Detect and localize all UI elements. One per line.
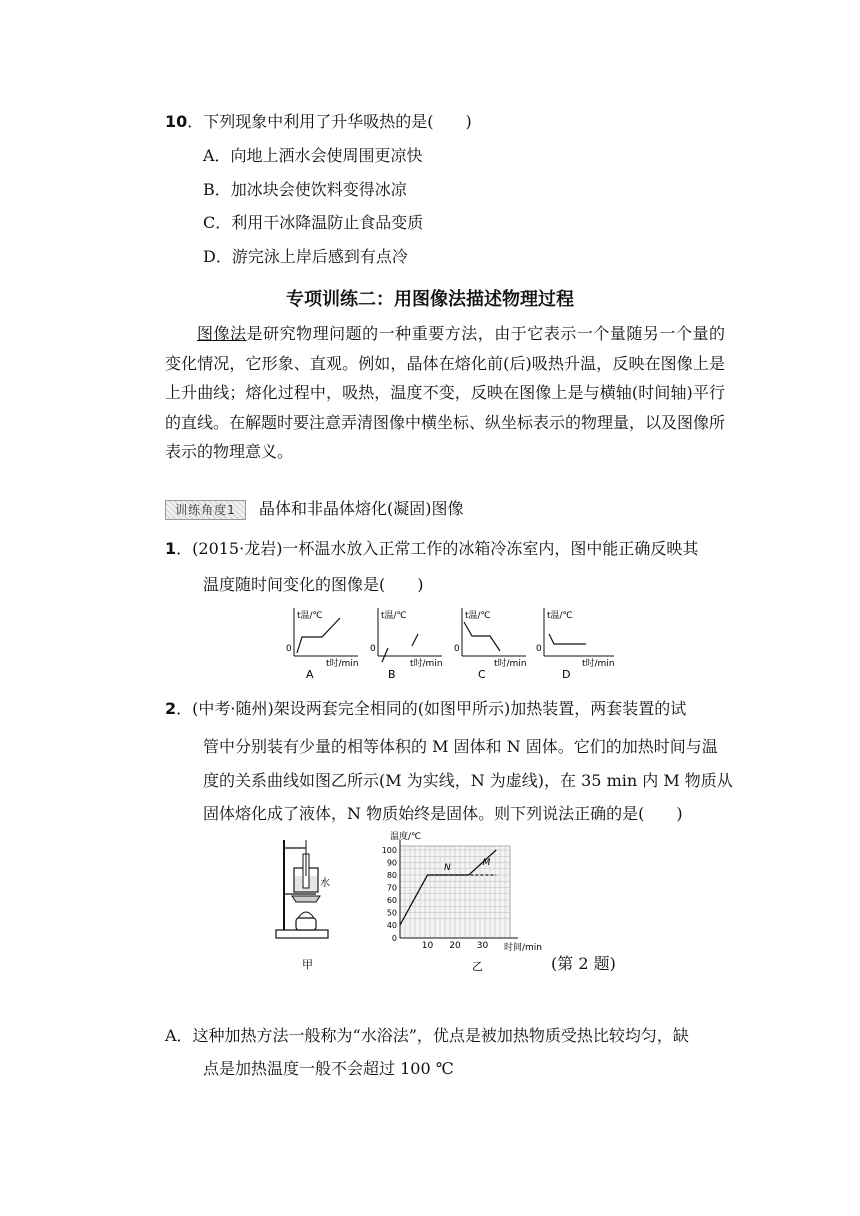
q1-line2: 温度随时间变化的图像是( ) bbox=[203, 575, 424, 594]
q10-stem bbox=[165, 111, 472, 133]
q1-c-letter: C bbox=[478, 668, 486, 681]
intro-term: 图像法 bbox=[197, 324, 247, 343]
lamp-flame bbox=[298, 912, 314, 918]
q1-c-ylabel: t温/℃ bbox=[465, 611, 491, 621]
q1-d-curve bbox=[549, 634, 586, 644]
chart-ytick-label: 80 bbox=[386, 871, 397, 880]
water-label: 水 bbox=[320, 878, 330, 889]
q1-b-xlabel: t时/min bbox=[410, 659, 443, 669]
q10-option-c: C．利用干冰降温防止食品变质 bbox=[203, 213, 424, 232]
q1-a-curve bbox=[297, 618, 340, 653]
chart-curve-label-m: M bbox=[482, 858, 491, 868]
chart-ytick-label: 40 bbox=[386, 921, 397, 930]
q10-option-b: B．加冰块会使饮料变得冰凉 bbox=[203, 180, 407, 199]
q2-option-a-line2: 点是加热温度一般不会超过 100 ℃ bbox=[203, 1059, 454, 1078]
chart-ytick-label: 60 bbox=[386, 896, 397, 905]
chart-xtick-label: 20 bbox=[449, 941, 461, 951]
q1-graph-d bbox=[536, 608, 615, 681]
chart-ytick-label: 70 bbox=[386, 883, 397, 893]
q2-figure-jia bbox=[270, 826, 344, 974]
chart-xlabel: 时间/min bbox=[504, 943, 543, 953]
q1-b-ylabel: t温/℃ bbox=[381, 611, 407, 621]
q2-option-a-line1: A．这种加热方法一般称为“水浴法”，优点是被加热物质受热比较均匀，缺 bbox=[165, 1026, 689, 1045]
gauze-mesh bbox=[292, 896, 320, 902]
chart-ytick-label: 90 bbox=[386, 858, 397, 868]
q1-d-letter: D bbox=[562, 668, 571, 681]
chart-ylabel: 温度/℃ bbox=[390, 832, 422, 842]
q1-line1 bbox=[165, 538, 698, 560]
figure-caption: (第 2 题) bbox=[551, 954, 616, 973]
q1-c-curve bbox=[464, 622, 500, 651]
q1-graphs bbox=[282, 604, 622, 682]
q1-graph-b bbox=[370, 608, 443, 681]
figure-jia-label: 甲 bbox=[302, 958, 313, 971]
q2-line1 bbox=[165, 698, 686, 720]
q2-figure-yi bbox=[370, 830, 554, 974]
q1-graph-a bbox=[286, 608, 359, 681]
section-title: 专项训练二：用图像法描述物理过程 bbox=[286, 289, 574, 310]
q1-a-letter: A bbox=[306, 668, 314, 681]
q1-b-curve-1 bbox=[382, 648, 388, 662]
q2-number: 2 bbox=[165, 699, 177, 718]
chart-ytick-label: 100 bbox=[381, 846, 397, 855]
chart-xtick-label: 10 bbox=[421, 941, 434, 951]
alcohol-lamp bbox=[296, 918, 316, 930]
chart-curve-label-n: N bbox=[444, 863, 451, 873]
intro-paragraph bbox=[165, 319, 725, 467]
q1-a-ylabel: t温/℃ bbox=[297, 611, 323, 621]
q10-option-a: A．向地上洒水会使周围更凉快 bbox=[203, 146, 423, 165]
q1-c-xlabel: t时/min bbox=[494, 659, 527, 669]
intro-text: 是研究物理问题的一种重要方法，由于它表示一个量随另一个量的变化情况，它形象、直观。例如，晶体在熔化前(后)吸热升温，反映在图像上是上升曲线；熔化过程中，吸热，温度不变，反映在图像上是与横轴(时间轴)平行的直线。在解题时要注意弄清图像中横坐标、纵坐标表示的物理量，以及图像所表示的物理意义。 bbox=[165, 324, 726, 461]
q1-d-ylabel: t温/℃ bbox=[547, 611, 573, 621]
q1-text1: ．(2015·龙岩)一杯温水放入正常工作的冰箱冷冻室内，图中能正确反映其 bbox=[176, 539, 699, 558]
q1-a-origin: 0 bbox=[286, 644, 292, 654]
chart-ytick-label: 50 bbox=[386, 908, 397, 918]
figure-yi-label: 乙 bbox=[472, 960, 483, 973]
q2-text1: ．(中考·随州)架设两套完全相同的(如图甲所示)加热装置，两套装置的试 bbox=[176, 699, 687, 718]
q1-a-xlabel: t时/min bbox=[326, 659, 359, 669]
q1-number: 1 bbox=[165, 539, 177, 558]
q1-c-origin: 0 bbox=[454, 644, 460, 654]
q10-option-d: D．游完泳上岸后感到有点冷 bbox=[203, 247, 408, 266]
chart-xtick-label: 30 bbox=[476, 941, 489, 951]
q1-d-origin: 0 bbox=[536, 644, 542, 654]
q10-number: 10 bbox=[165, 112, 188, 131]
chart-ytick-label: 0 bbox=[391, 934, 397, 943]
training-angle-badge: 训练角度1 bbox=[165, 500, 246, 520]
q1-b-letter: B bbox=[388, 668, 396, 681]
stand-base bbox=[276, 930, 328, 938]
training-angle-title: 晶体和非晶体熔化(凝固)图像 bbox=[259, 499, 464, 518]
q2-line2: 管中分别装有少量的相等体积的 M 固体和 N 固体。它们的加热时间与温 bbox=[203, 737, 718, 756]
q1-b-origin: 0 bbox=[370, 644, 376, 654]
q2-line4: 固体熔化成了液体，N 物质始终是固体。则下列说法正确的是( ) bbox=[203, 804, 683, 823]
q1-d-xlabel: t时/min bbox=[582, 659, 615, 669]
q1-b-curve-2 bbox=[412, 634, 418, 646]
q2-line3: 度的关系曲线如图乙所示(M 为实线，N 为虚线)，在 35 min 内 M 物质从 bbox=[203, 771, 733, 790]
q1-graph-c bbox=[454, 608, 527, 681]
q10-text: ．下列现象中利用了升华吸热的是( ) bbox=[187, 112, 472, 131]
